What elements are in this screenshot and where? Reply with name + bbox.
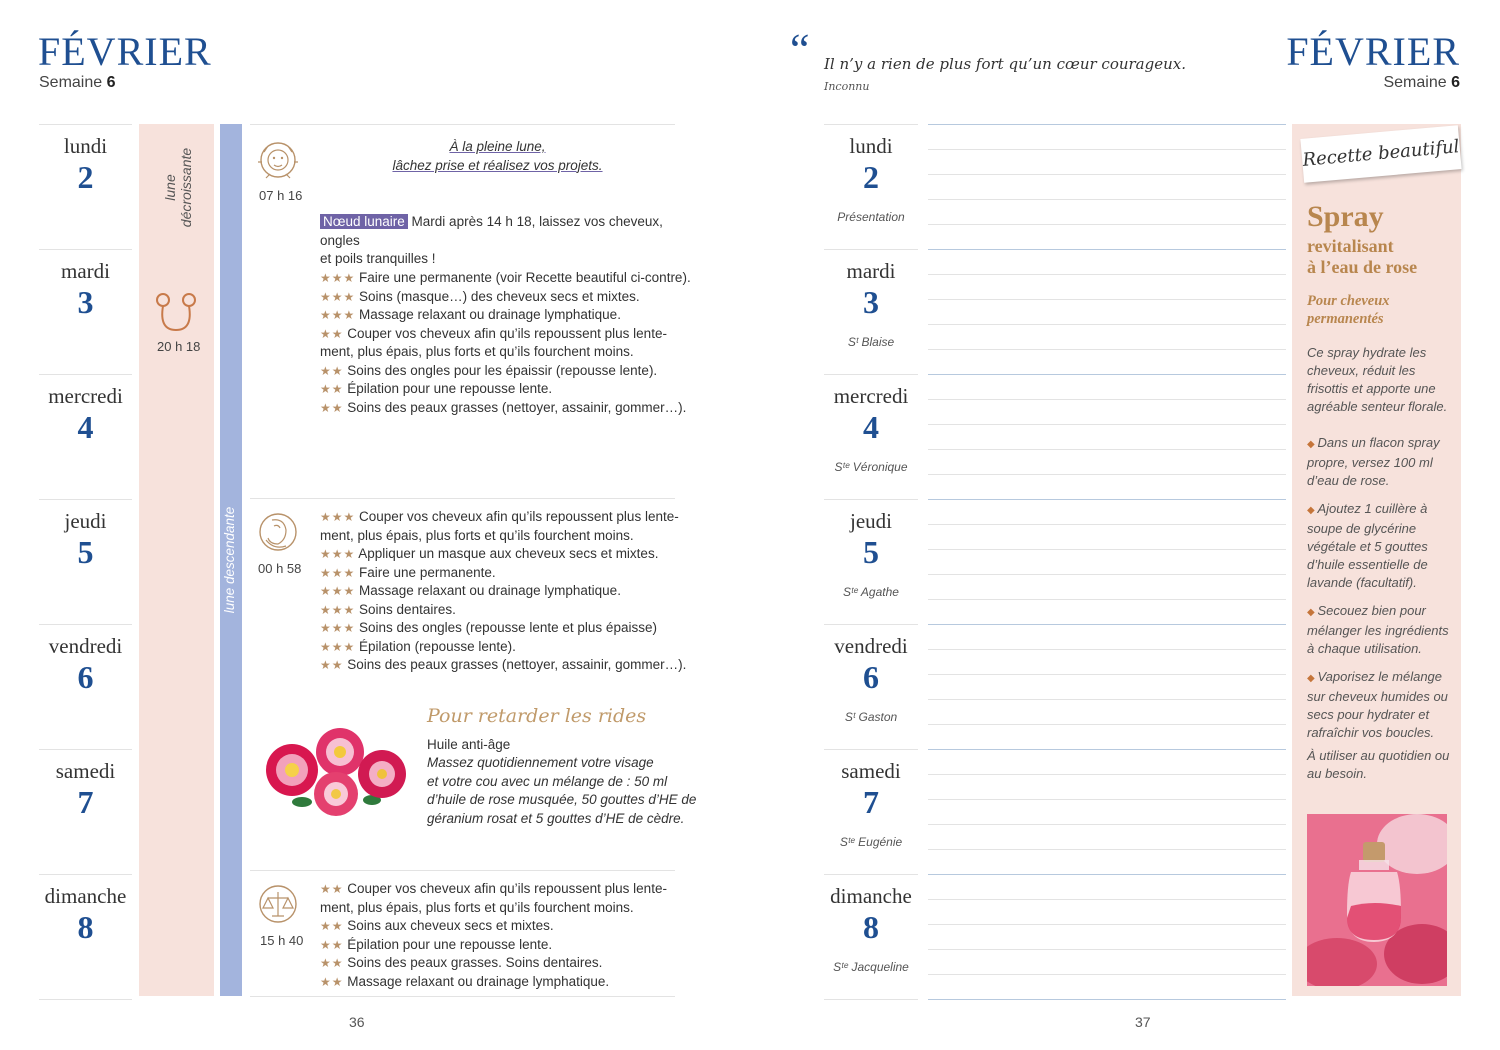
week-number: 6	[1451, 74, 1460, 91]
list-item	[320, 564, 680, 583]
star-rating: ★★	[320, 919, 344, 933]
day-name: vendredi	[48, 634, 123, 658]
recipe-step	[1307, 668, 1452, 742]
recipe-outro: À utiliser au quotidien ou au besoin.	[1307, 748, 1450, 781]
day-name: samedi	[55, 759, 116, 783]
list-item-text: Appliquer un masque aux cheveux secs et mixtes.	[355, 546, 659, 561]
list-item-text: ment, plus épais, plus forts et qu’ils fourchent moins.	[320, 899, 634, 915]
day-number: 7	[863, 784, 879, 820]
day-number: 3	[863, 284, 879, 320]
moon-descend-text: lune descendante	[222, 506, 237, 614]
recipe-step	[1307, 434, 1452, 490]
list-item	[320, 269, 691, 288]
moon-phase-text: lune décroissante	[162, 147, 194, 228]
writing-line	[928, 849, 1286, 850]
writing-line	[928, 324, 1286, 325]
list-item	[320, 362, 680, 381]
recipe-step-text: Vaporisez le mélange sur cheveux humides ou secs pour hydrater et rafraîchir vos boucles.	[1307, 669, 1448, 740]
list-item	[320, 973, 680, 992]
tip-title: Pour retarder les rides	[427, 705, 647, 727]
saint-name: Sᵗᵉ Véronique	[834, 460, 908, 474]
headline-line-1: À la pleine lune,	[449, 139, 546, 154]
list-item-text: Soins des ongles (repousse lente et plus épaisse)	[355, 620, 657, 635]
list-item	[320, 380, 680, 399]
day-divider	[39, 624, 132, 625]
star-rating: ★★★	[320, 547, 356, 561]
day-number: 6	[77, 659, 94, 695]
week-word: Semaine	[1383, 74, 1447, 91]
list-item	[320, 582, 680, 601]
day-name: dimanche	[44, 884, 127, 908]
list-item-text: Soins des peaux grasses. Soins dentaires.	[343, 955, 603, 970]
day-separator-line	[928, 999, 1286, 1000]
list-item	[320, 601, 680, 620]
node-time: 20 h 18	[157, 339, 201, 354]
recipe-subtitle	[1307, 236, 1417, 278]
star-rating: ★★	[320, 326, 344, 341]
day-number: 5	[77, 534, 94, 570]
list-item-text: Faire une permanente (voir Recette beautiful ci-contre).	[355, 270, 691, 285]
tip-subtitle: Huile anti-âge	[427, 737, 511, 752]
day-number: 2	[863, 159, 879, 195]
writing-line	[928, 949, 1286, 950]
saint-name: Présentation	[837, 210, 905, 224]
recipe-intro: Ce spray hydrate les cheveux, réduit les frisottis et apporte une agréable senteur florale.	[1307, 345, 1448, 414]
bullet-icon: ◆	[1307, 439, 1318, 450]
day-divider	[39, 999, 132, 1000]
writing-line	[928, 399, 1286, 400]
list-item-text: Couper vos cheveux afin qu’ils repoussent plus lente-	[355, 509, 679, 524]
star-rating: ★★	[320, 974, 344, 989]
list-item-text: ment, plus épais, plus forts et qu’ils fourchent moins.	[320, 527, 634, 543]
recipe-for	[1307, 292, 1390, 328]
recipe-subtitle-2: à l’eau de rose	[1307, 257, 1418, 277]
node-note-text: Mardi après 14 h 18, laissez vos cheveux, ongles	[320, 214, 663, 248]
day-divider	[824, 999, 918, 1000]
day-name: samedi	[841, 759, 901, 783]
day-name: jeudi	[64, 509, 107, 533]
list-item	[320, 619, 680, 638]
list-item	[320, 306, 680, 325]
block1-list	[320, 269, 691, 417]
block3-time: 15 h 40	[260, 933, 304, 948]
star-rating: ★★★	[320, 289, 356, 304]
left-month-title: FÉVRIER	[38, 29, 212, 74]
day-name: dimanche	[830, 884, 912, 908]
block1-time: 07 h 16	[259, 188, 303, 203]
quote-text: Il n’y a rien de plus fort qu’un cœur courageux.	[824, 55, 1186, 73]
list-item-text: Soins aux cheveux secs et mixtes.	[343, 918, 554, 933]
list-item-text: Épilation (repousse lente).	[355, 638, 516, 654]
star-rating: ★★	[320, 658, 344, 672]
writing-line	[928, 824, 1286, 825]
day-divider	[824, 374, 918, 375]
list-item-text: Massage relaxant ou drainage lymphatique.	[355, 307, 621, 322]
star-rating: ★★★	[320, 602, 356, 617]
day-separator-line	[928, 374, 1286, 375]
star-rating: ★★★	[320, 271, 356, 285]
day-number: 8	[863, 909, 879, 945]
saint-name: Sᵗᵉ Jacqueline	[833, 960, 909, 974]
tip-line: et votre cou avec un mélange de : 50 ml	[427, 773, 668, 789]
day-separator-line	[928, 124, 1286, 125]
list-item-text: Couper vos cheveux afin qu’ils repoussent plus lente-	[343, 325, 667, 341]
day-name: lundi	[63, 134, 108, 158]
day-name: jeudi	[850, 509, 892, 533]
libra-sign-icon	[256, 882, 300, 926]
headline-line-2: lâchez prise et réalisez vos projets.	[392, 157, 603, 173]
list-item	[320, 880, 680, 899]
day-divider	[39, 249, 132, 250]
saint-name: Sᵗᵉ Agathe	[843, 585, 899, 599]
week-number: 6	[106, 74, 116, 91]
writing-line	[928, 474, 1286, 475]
writing-line	[928, 424, 1286, 425]
list-item	[320, 638, 680, 657]
rose-water-bottle-image	[1307, 814, 1447, 986]
recipe-label: Recette beautiful	[1301, 136, 1461, 171]
writing-line	[928, 274, 1286, 275]
day-divider	[824, 749, 918, 750]
lunar-node-note	[320, 213, 680, 269]
recipe-for-2: permanentés	[1307, 311, 1384, 327]
day-divider	[39, 374, 132, 375]
block2-list	[320, 508, 687, 675]
day-separator-line	[928, 874, 1286, 875]
day-separator-line	[928, 499, 1286, 500]
right-page-number: 37	[1135, 1014, 1151, 1030]
writing-line	[928, 149, 1286, 150]
day-separator-line	[928, 249, 1286, 250]
day-divider	[39, 874, 132, 875]
list-item-text: Faire une permanente.	[355, 564, 496, 580]
divider	[250, 498, 675, 499]
day-divider	[39, 499, 132, 500]
moon-phase-column	[139, 124, 214, 996]
block2-time: 00 h 58	[258, 561, 302, 576]
star-rating: ★★	[320, 382, 344, 396]
list-item	[320, 399, 687, 418]
star-rating: ★★★	[320, 510, 356, 524]
writing-line	[928, 924, 1286, 925]
recipe-subtitle-1: revitalisant	[1307, 236, 1394, 256]
writing-line	[928, 299, 1286, 300]
writing-line	[928, 349, 1286, 350]
list-item-text: Soins (masque…) des cheveux secs et mixtes.	[355, 288, 640, 304]
writing-line	[928, 724, 1286, 725]
day-divider	[824, 124, 918, 125]
day-name: mercredi	[833, 384, 909, 408]
day-divider	[824, 249, 918, 250]
day-name: lundi	[849, 134, 893, 158]
virgo-sign-icon	[256, 510, 300, 554]
tip-line: géranium rosat et 5 gouttes d’HE de cèdre.	[427, 810, 685, 826]
writing-line	[928, 449, 1286, 450]
day-number: 3	[77, 284, 94, 320]
right-month-title: FÉVRIER	[1286, 29, 1460, 74]
star-rating: ★★★	[320, 621, 356, 635]
day-number: 4	[863, 409, 879, 445]
day-name: vendredi	[834, 634, 908, 658]
day-divider	[824, 499, 918, 500]
lion-sign-icon	[256, 138, 300, 182]
writing-line	[928, 224, 1286, 225]
quote-author: Inconnu	[824, 80, 870, 93]
list-item-text: Soins des peaux grasses (nettoyer, assainir, gommer…).	[343, 399, 687, 415]
star-rating: ★★	[320, 956, 344, 970]
list-item-text: Soins dentaires.	[355, 601, 456, 617]
list-item-text: Massage relaxant ou drainage lymphatique.	[343, 973, 610, 989]
list-item-text: ment, plus épais, plus forts et qu’ils fourchent moins.	[320, 344, 634, 359]
saint-name: Sᵗᵉ Eugénie	[839, 835, 903, 849]
saint-name: Sᵗ Blaise	[847, 335, 895, 349]
list-item-text: Soins des peaux grasses (nettoyer, assainir, gommer…).	[343, 657, 687, 672]
tip-line: Massez quotidiennement votre visage	[427, 755, 654, 770]
star-rating: ★★★	[320, 584, 356, 598]
lunar-node-badge: Nœud lunaire	[320, 214, 408, 229]
writing-line	[928, 574, 1286, 575]
week-word: Semaine	[39, 74, 103, 91]
recipe-step	[1307, 602, 1452, 658]
list-item	[320, 545, 680, 564]
day-number: 8	[77, 909, 94, 945]
writing-line	[928, 699, 1286, 700]
moon-phase-label	[160, 140, 194, 240]
writing-line	[928, 774, 1286, 775]
tip-line: d’huile de rose musquée, 50 gouttes d’HE de	[427, 792, 697, 807]
list-item	[320, 288, 680, 307]
roses-image	[262, 722, 412, 822]
list-item	[320, 917, 680, 936]
quote-mark: “	[790, 25, 810, 74]
left-week-label	[39, 74, 116, 92]
list-item-text: Couper vos cheveux afin qu’ils repoussent plus lente-	[343, 881, 667, 896]
day-divider	[39, 124, 132, 125]
list-item-text: Massage relaxant ou drainage lymphatique.	[355, 583, 621, 598]
writing-line	[928, 674, 1286, 675]
right-week-label	[1383, 74, 1460, 92]
writing-line	[928, 649, 1286, 650]
bullet-icon: ◆	[1307, 673, 1318, 684]
writing-line	[928, 799, 1286, 800]
recipe-step-text: Secouez bien pour mélanger les ingrédients à chaque utilisation.	[1307, 603, 1449, 656]
star-rating: ★★★	[320, 308, 356, 322]
day-name: mercredi	[48, 384, 123, 408]
star-rating: ★★★	[320, 565, 356, 580]
list-item	[320, 656, 687, 675]
list-item-text: Épilation pour une repousse lente.	[343, 936, 553, 952]
recipe-title: Spray	[1307, 200, 1384, 233]
star-rating: ★★★	[320, 639, 356, 654]
lunar-node-icon	[155, 290, 197, 336]
day-number: 5	[863, 534, 879, 570]
tip-text	[427, 754, 697, 828]
writing-line	[928, 599, 1286, 600]
list-item	[320, 343, 680, 362]
node-note-text-2: et poils tranquilles !	[320, 251, 436, 266]
day-name: mardi	[61, 259, 110, 283]
day-separator-line	[928, 624, 1286, 625]
day-divider	[824, 624, 918, 625]
writing-line	[928, 549, 1286, 550]
day-number: 2	[77, 159, 94, 195]
full-moon-headline	[320, 138, 675, 175]
day-separator-line	[928, 749, 1286, 750]
recipe-for-1: Pour cheveux	[1307, 293, 1390, 309]
writing-line	[928, 174, 1286, 175]
divider	[250, 996, 675, 997]
star-rating: ★★	[320, 882, 344, 896]
divider	[250, 870, 675, 871]
left-page-number: 36	[349, 1014, 365, 1030]
recipe-step-text: Ajoutez 1 cuillère à soupe de glycérine végétale et 5 gouttes d’huile essentielle de lavande (facultatif).	[1307, 501, 1428, 590]
list-item-text: Épilation pour une repousse lente.	[343, 381, 553, 396]
recipe-step	[1307, 500, 1452, 592]
day-name: mardi	[846, 259, 896, 283]
divider	[250, 124, 675, 125]
writing-line	[928, 974, 1286, 975]
star-rating: ★★	[320, 400, 344, 415]
star-rating: ★★	[320, 937, 344, 952]
recipe-steps	[1307, 434, 1452, 752]
day-number: 7	[77, 784, 94, 820]
day-divider	[39, 749, 132, 750]
list-item	[320, 954, 680, 973]
saint-name: Sᵗ Gaston	[844, 710, 898, 724]
list-item	[320, 508, 680, 527]
writing-line	[928, 199, 1286, 200]
list-item	[320, 325, 680, 344]
recipe-step-text: Dans un flacon spray propre, versez 100 ml d’eau de rose.	[1307, 435, 1440, 488]
writing-line	[928, 524, 1286, 525]
bullet-icon: ◆	[1307, 607, 1318, 618]
day-number: 4	[77, 409, 94, 445]
moon-descend-label	[222, 500, 240, 620]
list-item	[320, 899, 680, 918]
writing-line	[928, 899, 1286, 900]
block3-list	[320, 880, 680, 991]
day-divider	[824, 874, 918, 875]
list-item-text: Soins des ongles pour les épaissir (repousse lente).	[343, 362, 658, 378]
list-item	[320, 936, 680, 955]
list-item	[320, 527, 680, 546]
star-rating: ★★	[320, 363, 344, 378]
bullet-icon: ◆	[1307, 505, 1318, 516]
day-number: 6	[863, 659, 879, 695]
